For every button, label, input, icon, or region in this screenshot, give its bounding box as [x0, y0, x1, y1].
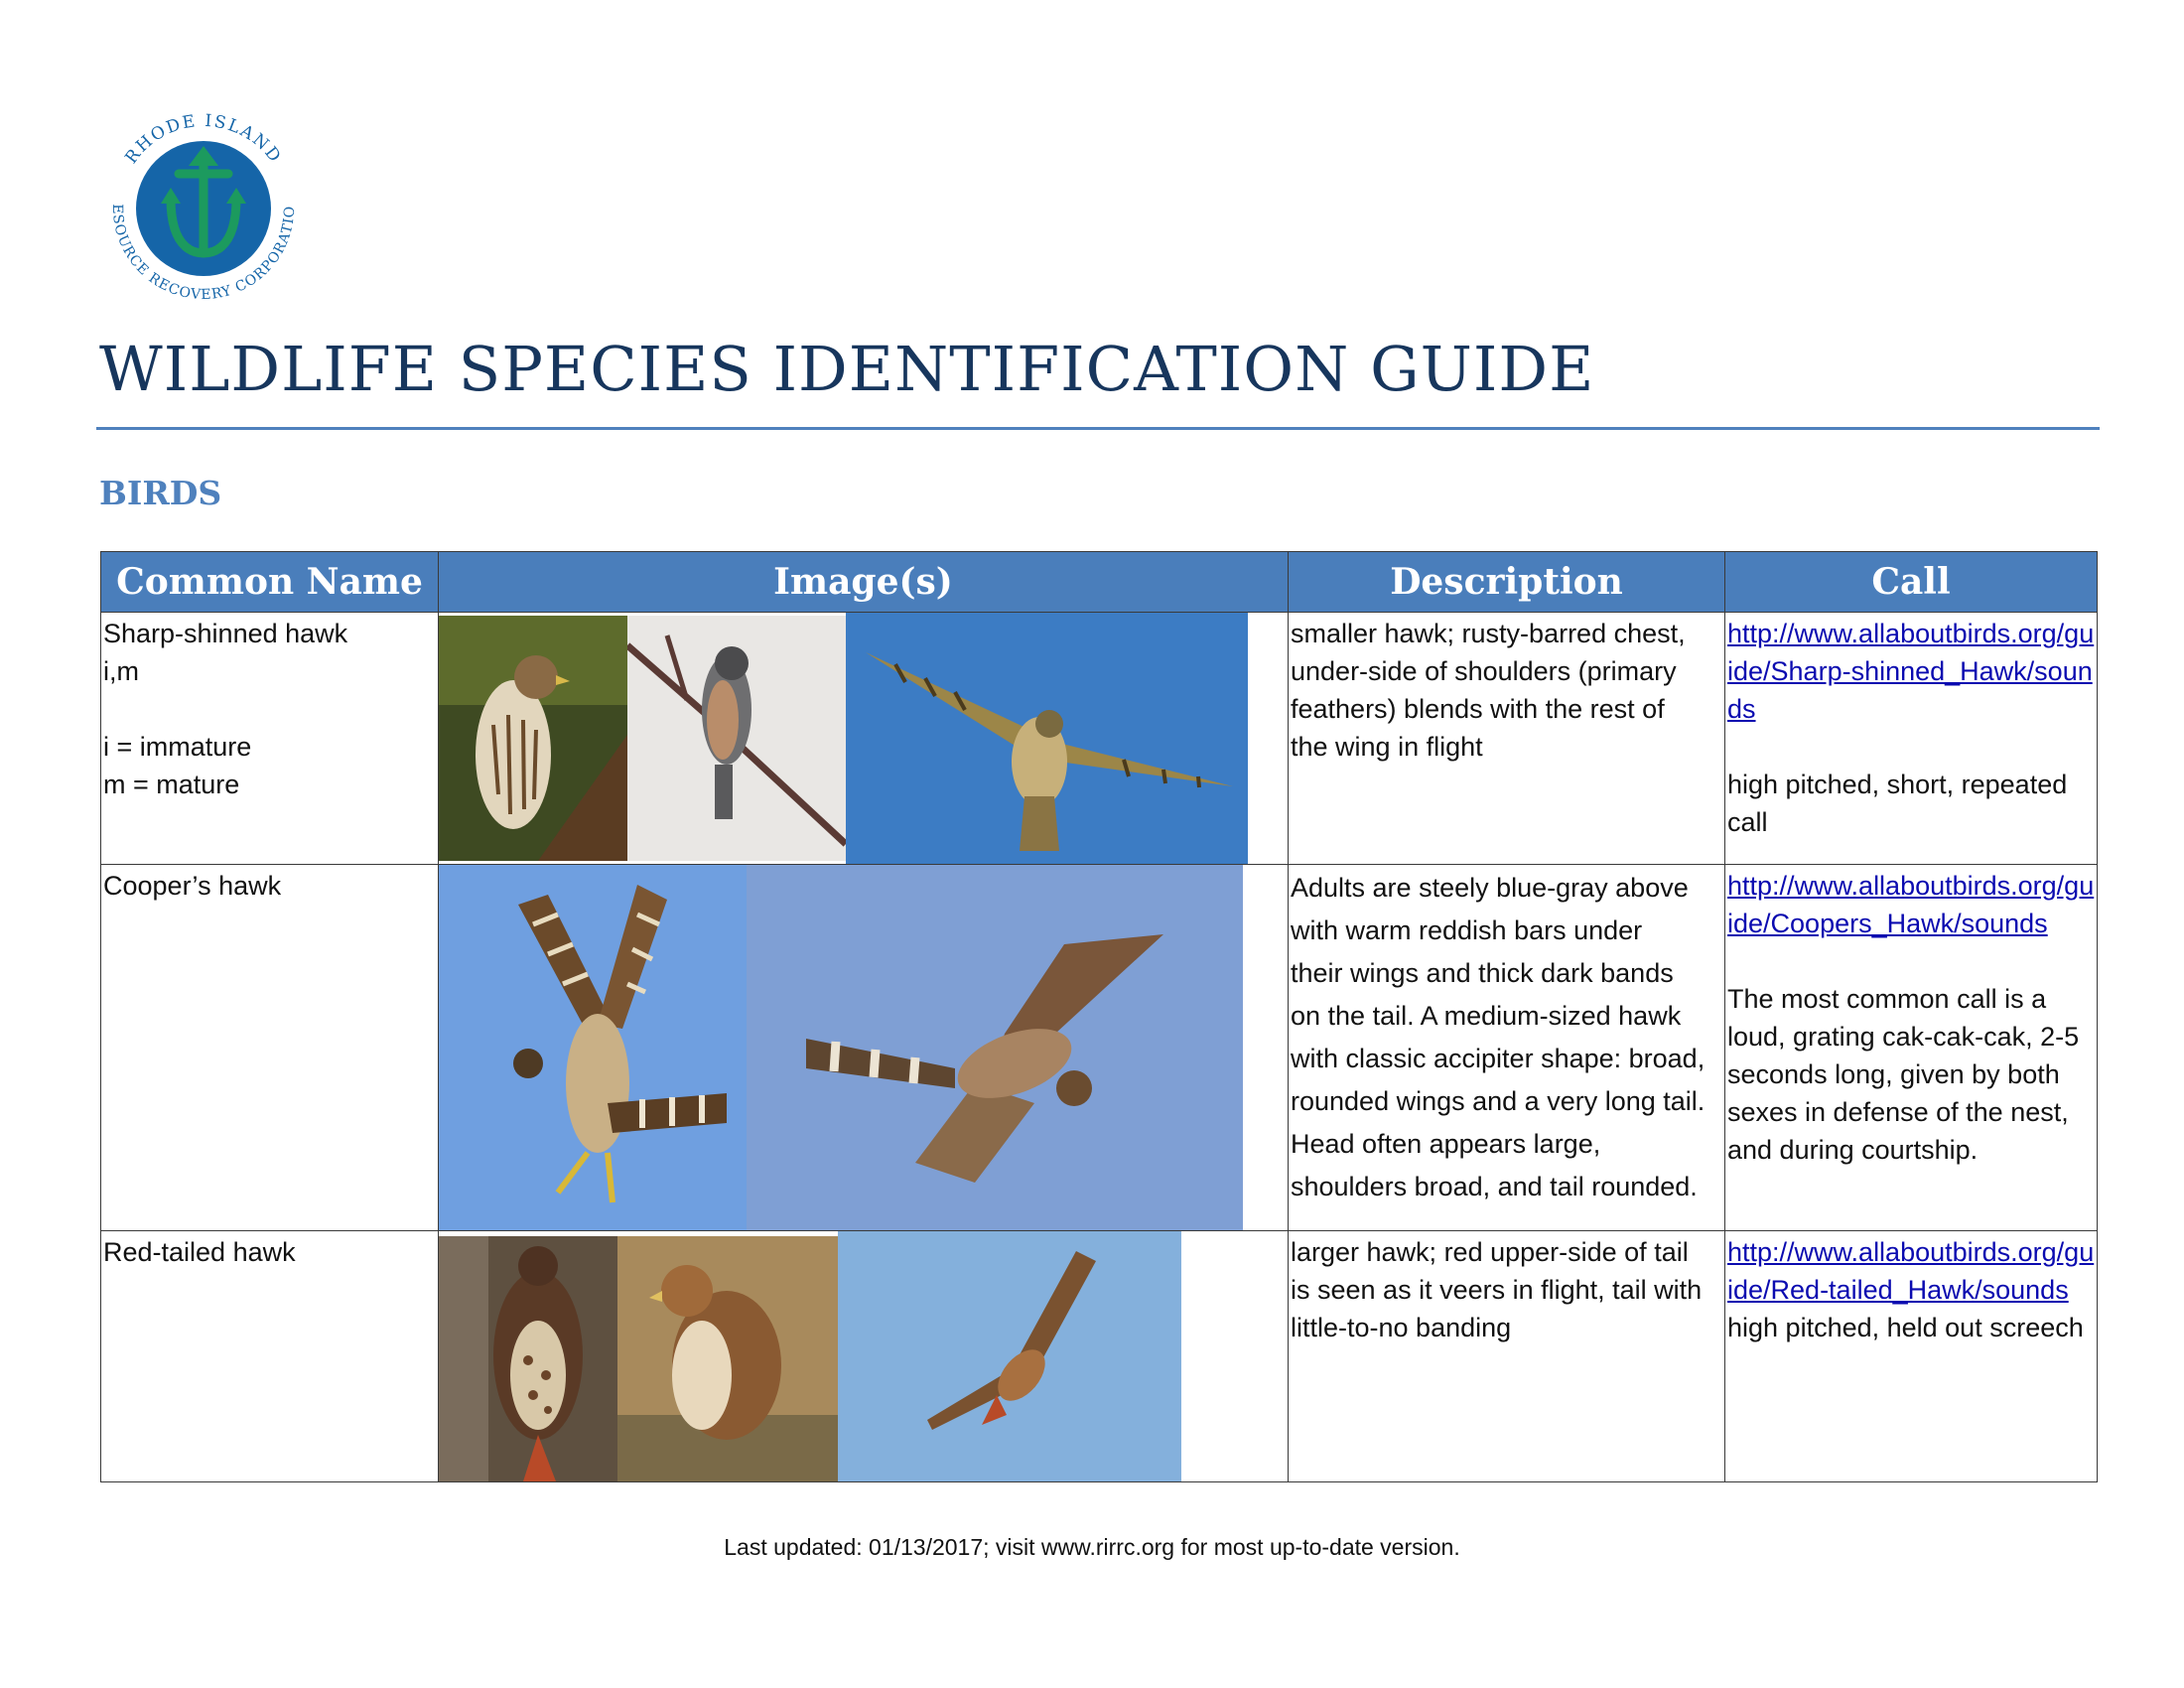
call-cell [1725, 613, 2098, 865]
red-tailed-soaring-photo [838, 1231, 1181, 1481]
rirrc-logo-icon [99, 104, 308, 313]
header-call: Call [1725, 552, 2098, 613]
red-tailed-ground-photo [617, 1236, 838, 1481]
footer-note: Last updated: 01/13/2017; visit www.rirrc.org for most up-to-date version. [724, 1534, 1460, 1560]
svg-text:RESOURCE RECOVERY CORPORATION: ESOURCE RECOVERY CORPORATIO [108, 204, 299, 304]
species-table [100, 551, 2098, 1482]
red-tailed-tree-photo [439, 1236, 617, 1481]
description-line: is seen as it veers in flight, tail with [1291, 1275, 1703, 1305]
call-cell [1725, 1231, 2098, 1482]
header-common-name: Common Name [101, 552, 439, 613]
images-cell [439, 1231, 1289, 1482]
description-line: with classic accipiter shape: broad, [1291, 1044, 1706, 1073]
call-text: high pitched, short, repeated call [1727, 770, 2068, 837]
common-name: Red-tailed hawk [103, 1237, 296, 1267]
common-name: Sharp-shinned hawk [103, 619, 348, 648]
call-text: The most common call is a loud, grating cak-cak-cak, 2-5 seconds long, given by both sexes in defense of the nest, and during courtship. [1727, 984, 2080, 1165]
coopers-flight-photo [747, 865, 1243, 1230]
description-cell [1289, 613, 1725, 865]
call-link[interactable]: http://www.allaboutbirds.org/guide/Red-tailed_Hawk/sounds [1727, 1237, 2095, 1305]
description-line: the wing in flight [1291, 732, 1483, 762]
legend-immature: i = immature [103, 732, 252, 762]
table-row [101, 1231, 2098, 1482]
common-name-cell [101, 865, 439, 1231]
common-name-cell [101, 1231, 439, 1482]
title-divider [96, 427, 2100, 430]
description-line: smaller hawk; rusty-barred chest, [1291, 619, 1686, 648]
description-line: rounded wings and a very long tail. [1291, 1086, 1706, 1116]
description-line: Adults are steely blue-gray above [1291, 873, 1689, 903]
common-name: Cooper’s hawk [103, 871, 282, 901]
images-cell [439, 865, 1289, 1231]
sharp-shinned-perched-photo [439, 616, 627, 861]
description-line: Head often appears large, [1291, 1129, 1601, 1159]
sharp-shinned-flight-photo [846, 613, 1248, 864]
coopers-landing-photo [439, 865, 747, 1230]
description-line: larger hawk; red upper-side of tail [1291, 1237, 1689, 1267]
description-line: their wings and thick dark bands [1291, 958, 1674, 988]
call-link[interactable]: http://www.allaboutbirds.org/guide/Coopers_Hawk/sounds [1727, 871, 2095, 938]
call-text: high pitched, held out screech [1727, 1313, 2084, 1342]
call-cell [1725, 865, 2098, 1231]
common-name-cell [101, 613, 439, 865]
description-line: feathers) blends with the rest of [1291, 694, 1665, 724]
sharp-shinned-branch-photo [627, 616, 846, 861]
description-cell [1289, 1231, 1725, 1482]
description-line: on the tail. A medium-sized hawk [1291, 1001, 1682, 1031]
age-code: i,m [103, 656, 139, 686]
call-link[interactable]: http://www.allaboutbirds.org/guide/Sharp-shinned_Hawk/sounds [1727, 619, 2095, 724]
section-heading: BIRDS [99, 474, 222, 512]
description-line: shoulders broad, and tail rounded. [1291, 1172, 1698, 1201]
page-title: WILDLIFE SPECIES IDENTIFICATION GUIDE [99, 333, 1595, 405]
description-line: under-side of shoulders (primary [1291, 656, 1677, 686]
images-cell [439, 613, 1289, 865]
table-header-row [101, 552, 2098, 613]
description-line: with warm reddish bars under [1291, 915, 1643, 945]
description-line: little-to-no banding [1291, 1313, 1512, 1342]
table-row [101, 613, 2098, 865]
table-row [101, 865, 2098, 1231]
header-images: Image(s) [439, 552, 1289, 613]
svg-text:RHODE ISLAND: RHODE ISLAND [121, 110, 286, 168]
legend-mature: m = mature [103, 770, 240, 799]
description-cell [1289, 865, 1725, 1231]
header-description: Description [1289, 552, 1725, 613]
